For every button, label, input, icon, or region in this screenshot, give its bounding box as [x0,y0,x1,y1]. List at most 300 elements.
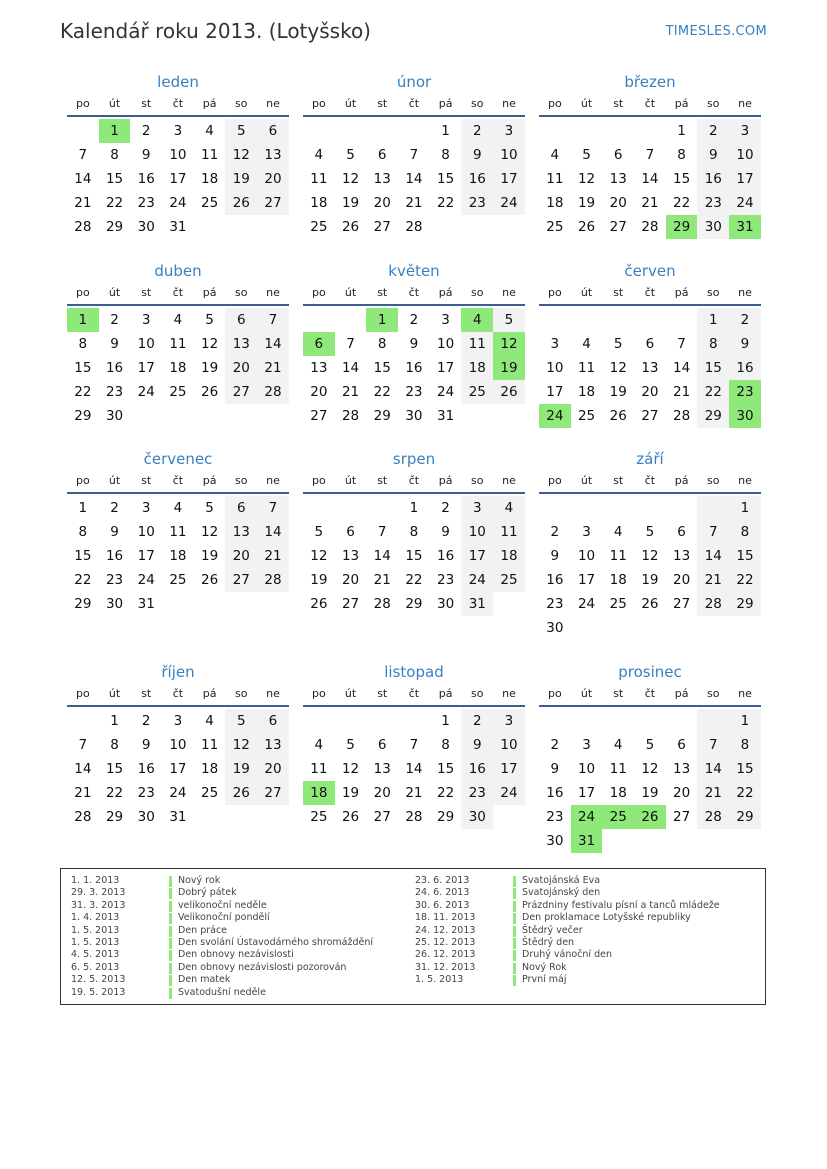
legend-entry [405,900,720,912]
day-cell: 15 [697,356,729,380]
legend-date: 19. 5. 2013 [71,986,126,998]
holiday-day-cell: 1 [67,308,99,332]
day-cell: 5 [205,500,214,516]
day-cell: 20 [341,572,360,588]
month-name: leden [157,73,199,91]
legend-entry [61,900,373,912]
week-row [539,143,761,167]
day-cell: 25 [201,195,219,211]
day-cell: 27 [373,219,391,235]
day-cell: 13 [225,332,257,356]
day-cell: 6 [677,737,686,753]
weekday-label: po [75,474,90,487]
day-cell: 9 [141,147,151,163]
day-cell: 10 [577,548,596,564]
day-cell: 10 [437,336,455,352]
weekday-label: so [707,687,720,700]
day-cell: 26 [201,384,219,400]
day-cell: 11 [577,360,596,376]
weekday-label: ne [266,286,280,299]
day-cell: 30 [405,408,423,424]
day-cell: 23 [105,572,124,588]
weekday-label: út [580,97,593,110]
day-cell: 4 [314,147,324,163]
day-cell: 5 [346,737,355,753]
day-cell: 14 [641,171,659,187]
weekday-label: so [707,474,720,487]
day-cell: 25 [310,219,328,235]
day-cell: 7 [346,336,355,352]
day-cell: 9 [461,733,493,757]
weekday-label: čt [172,286,184,299]
legend-date: 24. 12. 2013 [415,924,476,936]
legend-date: 31. 12. 2013 [415,961,476,973]
day-cell: 21 [257,356,289,380]
day-cell: 9 [441,524,450,540]
week-row [67,568,289,592]
week-row [303,520,525,544]
month-3 [539,71,761,239]
day-cell: 23 [546,596,564,612]
weekday-header [67,470,289,494]
day-cell: 21 [673,384,691,400]
legend-name: Den obnovy nezávislosti [178,949,294,961]
month-name: duben [154,262,202,280]
day-cell: 22 [373,384,391,400]
legend-name: První máj [522,974,567,986]
empty-cell [162,404,194,428]
month-10 [67,661,289,829]
day-cell: 14 [257,332,289,356]
day-cell: 8 [110,737,119,753]
day-cell: 9 [550,548,560,564]
empty-cell [303,119,335,143]
weekday-label: út [108,286,121,299]
holiday-day-cell: 30 [729,404,761,428]
day-cell: 10 [546,360,564,376]
legend-date: 23. 6. 2013 [415,875,470,886]
weekday-label: út [344,474,357,487]
day-cell: 3 [141,312,151,328]
day-cell: 16 [729,356,761,380]
day-cell: 11 [169,524,187,540]
empty-cell [225,592,257,616]
day-cell: 8 [729,733,761,757]
day-cell: 17 [577,785,596,801]
month-8 [303,448,525,616]
empty-cell [634,829,666,853]
empty-cell [602,709,634,733]
day-cell: 29 [729,592,761,616]
day-cell: 19 [310,572,328,588]
holiday-day-cell: 31 [571,829,603,853]
day-cell: 4 [173,500,183,516]
day-cell: 13 [257,143,289,167]
weekday-label: pá [202,474,217,487]
day-cell: 9 [697,143,729,167]
empty-cell [634,119,666,143]
day-cell: 15 [673,171,691,187]
weekday-label: ne [738,474,752,487]
day-cell: 16 [461,757,493,781]
day-cell: 20 [257,757,289,781]
day-cell: 30 [546,620,564,636]
empty-cell [697,496,729,520]
empty-cell [666,308,698,332]
legend-entry [405,912,720,924]
day-cell: 30 [437,596,455,612]
week-row [303,215,525,239]
weekday-label: čt [172,97,184,110]
weekday-label: po [547,474,562,487]
empty-cell [257,404,289,428]
day-cell: 27 [673,809,691,825]
day-cell: 6 [377,147,387,163]
month-name: březen [624,73,676,91]
weekday-label: út [580,687,593,700]
weekday-label: so [471,97,484,110]
weekday-label: čt [172,474,184,487]
day-cell: 31 [437,408,455,424]
day-cell: 30 [137,809,155,825]
weekday-label: čt [408,474,420,487]
day-cell: 7 [377,524,387,540]
empty-cell [571,616,603,640]
week-row [303,191,525,215]
legend-date: 1. 4. 2013 [71,912,120,924]
weekday-label: st [613,286,624,299]
empty-cell [493,592,525,616]
day-cell: 14 [697,757,729,781]
weekday-label: pá [202,687,217,700]
weekday-label: so [235,286,248,299]
brand-link[interactable]: TIMESLES.COM [665,24,767,39]
day-cell: 11 [310,761,328,777]
day-cell: 16 [137,761,155,777]
day-cell: 8 [78,336,88,352]
month-name: červenec [143,450,213,468]
weekday-label: st [141,687,152,700]
day-cell: 29 [373,408,391,424]
day-cell: 21 [697,568,729,592]
day-cell: 2 [729,308,761,332]
day-cell: 23 [461,191,493,215]
day-cell: 4 [205,123,214,139]
day-cell: 11 [609,548,627,564]
empty-cell [257,592,289,616]
day-cell: 26 [341,219,360,235]
day-cell: 1 [110,713,119,729]
day-cell: 27 [257,191,289,215]
day-cell: 8 [697,332,729,356]
legend-date: 29. 3. 2013 [71,887,126,899]
week-row [539,829,761,853]
month-name: září [636,450,664,468]
weekday-label: po [75,97,90,110]
day-cell: 21 [74,785,92,801]
day-cell: 21 [341,384,360,400]
day-cell: 21 [697,781,729,805]
week-row [539,404,761,428]
week-row [67,404,289,428]
week-row [303,781,525,805]
empty-cell [67,709,99,733]
day-cell: 4 [173,312,183,328]
week-row [67,332,289,356]
legend-color-bar [169,913,172,924]
month-6 [539,260,761,428]
legend-date: 25. 12. 2013 [415,936,476,948]
day-cell: 1 [697,308,729,332]
week-row [539,520,761,544]
week-row [303,167,525,191]
legend-entry [61,912,373,924]
weekday-label: pá [202,97,217,110]
day-cell: 17 [546,384,564,400]
day-cell: 13 [373,171,391,187]
week-row [539,496,761,520]
day-cell: 12 [341,171,360,187]
day-cell: 18 [201,171,219,187]
empty-cell [634,308,666,332]
day-cell: 18 [609,785,627,801]
day-cell: 25 [609,596,627,612]
day-cell: 28 [405,219,423,235]
day-cell: 19 [201,360,219,376]
day-cell: 9 [141,737,151,753]
day-cell: 10 [493,143,525,167]
day-cell: 18 [493,544,525,568]
day-cell: 26 [225,191,257,215]
week-row [67,496,289,520]
weekday-label: st [613,97,624,110]
week-row [67,308,289,332]
weekday-label: st [141,286,152,299]
day-cell: 21 [74,195,92,211]
day-cell: 21 [405,195,423,211]
day-cell: 18 [169,548,187,564]
day-cell: 26 [641,596,659,612]
legend-date: 1. 5. 2013 [415,974,464,986]
day-cell: 29 [74,596,92,612]
page-title: Kalendář roku 2013. (Lotyšsko) [60,19,371,43]
day-cell: 12 [641,761,659,777]
day-cell: 11 [201,147,219,163]
day-cell: 4 [613,737,623,753]
day-cell: 28 [74,809,92,825]
empty-cell [634,616,666,640]
day-cell: 26 [310,596,328,612]
legend-entry [61,937,373,949]
week-row [539,781,761,805]
day-cell: 1 [677,123,686,139]
empty-cell [539,119,571,143]
weekday-label: pá [674,474,689,487]
empty-cell [571,308,603,332]
week-row [67,520,289,544]
legend-color-bar [513,975,516,986]
day-cell: 11 [310,171,328,187]
legend-entry [405,887,720,899]
month-7 [67,448,289,616]
day-cell: 17 [461,544,493,568]
day-cell: 20 [310,384,328,400]
day-cell: 8 [409,524,419,540]
legend-color-bar [169,876,172,887]
day-cell: 28 [697,805,729,829]
day-cell: 17 [493,167,525,191]
day-cell: 24 [729,191,761,215]
day-cell: 22 [405,572,423,588]
legend-color-bar [513,926,516,937]
weekday-label: út [344,687,357,700]
day-cell: 14 [405,761,423,777]
day-cell: 19 [577,195,596,211]
empty-cell [666,496,698,520]
month-name: únor [396,73,432,91]
day-cell: 15 [105,171,124,187]
day-cell: 3 [173,713,183,729]
day-cell: 3 [141,500,151,516]
day-cell: 14 [697,544,729,568]
day-cell: 26 [609,408,627,424]
empty-cell [666,829,698,853]
day-cell: 14 [405,171,423,187]
day-cell: 20 [373,195,391,211]
day-cell: 27 [310,408,328,424]
week-row [303,119,525,143]
empty-cell [194,215,226,239]
holiday-day-cell: 31 [729,215,761,239]
month-1 [67,71,289,239]
day-cell: 26 [493,380,525,404]
legend-entry [61,962,373,974]
day-cell: 4 [493,496,525,520]
day-cell: 22 [437,785,455,801]
weekday-label: so [471,687,484,700]
legend-column-left [61,875,373,999]
empty-cell [303,709,335,733]
month-name: listopad [384,663,444,681]
weekday-label: čt [644,286,656,299]
day-cell: 3 [582,524,591,540]
day-cell: 24 [169,195,187,211]
week-row [303,757,525,781]
empty-cell [303,496,335,520]
day-cell: 5 [314,524,324,540]
day-cell: 28 [673,408,691,424]
week-row [539,568,761,592]
day-cell: 6 [377,737,387,753]
day-cell: 9 [409,336,419,352]
weekday-label: ne [738,286,752,299]
holiday-day-cell: 29 [666,215,698,239]
day-cell: 22 [105,195,124,211]
day-cell: 10 [137,524,155,540]
day-cell: 16 [546,572,564,588]
day-cell: 29 [697,404,729,428]
day-cell: 24 [493,781,525,805]
day-cell: 29 [405,596,423,612]
day-cell: 11 [609,761,627,777]
empty-cell [366,496,398,520]
empty-cell [335,308,367,332]
day-cell: 17 [437,360,455,376]
day-cell: 25 [577,408,596,424]
day-cell: 20 [609,195,627,211]
day-cell: 13 [673,548,691,564]
day-cell: 27 [641,408,659,424]
day-cell: 8 [377,336,387,352]
weekday-label: so [471,286,484,299]
day-cell: 12 [310,548,328,564]
legend-date: 1. 1. 2013 [71,875,120,886]
week-row [539,167,761,191]
empty-cell [493,215,525,239]
weekday-label: čt [644,474,656,487]
week-row [303,356,525,380]
day-cell: 5 [645,524,655,540]
day-cell: 8 [110,147,119,163]
day-cell: 18 [577,384,596,400]
week-row [67,380,289,404]
day-cell: 26 [201,572,219,588]
week-row [303,404,525,428]
day-cell: 6 [225,308,257,332]
legend-entry [61,987,373,999]
day-cell: 28 [697,592,729,616]
week-row [67,191,289,215]
day-cell: 31 [169,219,187,235]
day-cell: 18 [609,572,627,588]
holiday-day-cell: 26 [634,805,666,829]
weekday-label: ne [266,474,280,487]
day-cell: 4 [550,147,560,163]
legend-date: 30. 6. 2013 [415,899,470,911]
day-cell: 15 [74,360,92,376]
empty-cell [303,308,335,332]
day-cell: 10 [461,520,493,544]
week-row [303,308,525,332]
empty-cell [335,496,367,520]
day-cell: 30 [461,805,493,829]
week-row [539,332,761,356]
weekday-label: st [141,474,152,487]
day-cell: 17 [169,761,187,777]
weekday-label: ne [738,97,752,110]
day-cell: 9 [110,336,119,352]
holiday-day-cell: 24 [539,404,571,428]
month-2 [303,71,525,239]
weekday-header [539,282,761,306]
legend-color-bar [169,888,172,899]
week-row [67,119,289,143]
day-cell: 2 [461,119,493,143]
empty-cell [257,805,289,829]
day-cell: 14 [257,520,289,544]
day-cell: 17 [137,548,155,564]
legend-date: 4. 5. 2013 [71,949,120,961]
day-cell: 25 [169,572,187,588]
weekday-label: út [580,474,593,487]
empty-cell [729,616,761,640]
weekday-label: ne [266,97,280,110]
empty-cell [398,709,430,733]
holiday-day-cell: 24 [571,805,603,829]
day-cell: 3 [582,737,591,753]
weekday-label: so [707,286,720,299]
day-cell: 22 [74,572,92,588]
